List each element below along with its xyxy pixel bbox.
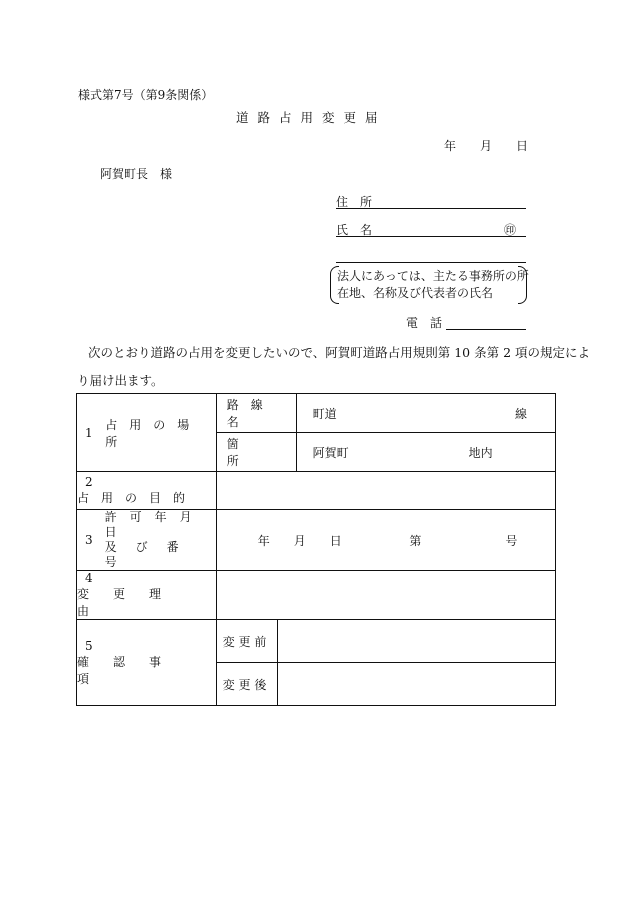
permit-date: 年 月 日 — [257, 533, 342, 548]
extra-name-line[interactable] — [336, 250, 526, 263]
place-suffix: 地内 — [468, 445, 493, 460]
corp-note-line1: 法人にあっては、主たる事務所の所 — [337, 269, 529, 283]
before-label-cell — [216, 620, 277, 663]
corp-note-line2: 在地、名称及び代表者の氏名 — [337, 286, 494, 300]
phone-label: 電 話 — [406, 316, 443, 330]
permit-value-cell[interactable] — [216, 510, 555, 571]
row-number: 2 — [85, 475, 93, 489]
row-number: 4 — [85, 571, 93, 585]
place-prefix: 阿賀町 — [312, 445, 349, 460]
permit-number: 第 号 — [409, 533, 518, 548]
corp-note — [337, 268, 529, 302]
row-number: 3 — [85, 533, 93, 547]
reason-label: 変更理由 — [77, 587, 186, 618]
route-prefix: 町道 — [312, 406, 337, 421]
purpose-label-cell — [77, 472, 217, 510]
route-suffix: 線 — [514, 406, 527, 421]
page-title: 道路占用変更届 — [236, 110, 387, 125]
date-line: 年 月 日 — [444, 139, 529, 153]
route-label-cell — [216, 394, 296, 433]
purpose-label: 占用の目的 — [77, 491, 198, 505]
permit-label-line2: 及び番号 — [104, 540, 198, 569]
after-label-cell — [216, 663, 277, 706]
route-value-cell[interactable] — [296, 394, 555, 433]
address-field[interactable] — [336, 193, 526, 209]
route-label: 路線名 — [226, 398, 275, 429]
place-value-cell[interactable] — [296, 433, 555, 472]
reason-value-cell[interactable] — [216, 571, 555, 620]
seal-mark: ㊞ — [503, 223, 516, 237]
name-label: 氏 名 — [336, 223, 373, 237]
reason-label-cell — [77, 571, 217, 620]
before-value-cell[interactable] — [277, 620, 555, 663]
location-label: 占用の場所 — [105, 417, 202, 449]
right-bracket — [518, 266, 527, 304]
confirm-label-cell — [77, 620, 217, 706]
permit-label-line1: 許可年月日 — [104, 510, 205, 539]
table-row — [77, 620, 556, 663]
body-text-line1: 次のとおり道路の占用を変更したいので、阿賀町道路占用規則第 10 条第 2 項の規定によ — [88, 345, 591, 360]
row-number: 1 — [85, 425, 93, 440]
body-text-line2: り届け出ます。 — [77, 373, 164, 388]
after-label: 変 更 後 — [222, 677, 267, 692]
after-value-cell[interactable] — [277, 663, 555, 706]
table-row — [77, 472, 556, 510]
address-label: 住 所 — [336, 195, 373, 209]
confirm-label: 確認事項 — [77, 654, 186, 686]
table-row — [77, 394, 556, 433]
phone-field[interactable] — [446, 314, 526, 330]
before-label: 変 更 前 — [222, 634, 267, 649]
location-label-cell — [77, 394, 217, 472]
permit-label-cell — [77, 510, 217, 571]
form-table — [76, 393, 556, 706]
addressee: 阿賀町長 様 — [100, 167, 173, 181]
table-row — [77, 571, 556, 620]
row-number: 5 — [85, 638, 93, 653]
form-number: 様式第7号（第9条関係） — [78, 88, 214, 102]
purpose-value-cell[interactable] — [216, 472, 555, 510]
place-label-cell — [216, 433, 296, 472]
place-label: 箇所 — [226, 437, 275, 468]
table-row — [77, 510, 556, 571]
name-field[interactable] — [336, 221, 526, 237]
